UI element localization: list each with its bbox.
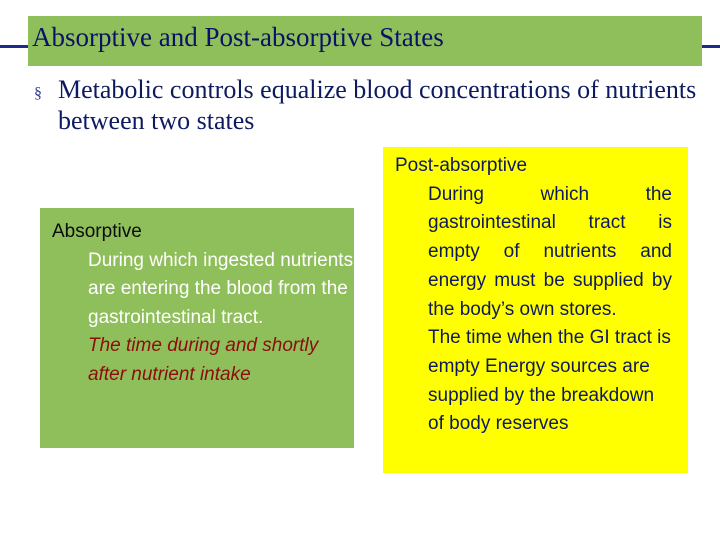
absorptive-definition: During which ingested nutrients are entering the blood from the gastrointestinal tract. <box>88 249 354 328</box>
absorptive-note: The time during and shortly after nutrient intake <box>88 335 319 385</box>
absorptive-box <box>40 208 354 448</box>
square-bullet-icon: § <box>34 85 42 102</box>
absorptive-term: Absorptive <box>52 221 142 242</box>
post-absorptive-definition: During which the gastrointestinal tract is empty of nutrients and energy must be supplied by the body’s own stores. <box>428 183 672 320</box>
post-absorptive-box <box>383 147 688 473</box>
slide-title-box <box>28 16 702 66</box>
bullet-item <box>34 74 704 136</box>
post-absorptive-term: Post-absorptive <box>395 155 528 176</box>
bullet-text: Metabolic controls equalize blood concentrations of nutrients between two states <box>58 75 697 135</box>
post-absorptive-note: The time when the GI tract is empty Energy sources are supplied by the breakdown of body reserves <box>428 327 671 435</box>
slide-title: Absorptive and Post-absorptive States <box>32 22 444 52</box>
